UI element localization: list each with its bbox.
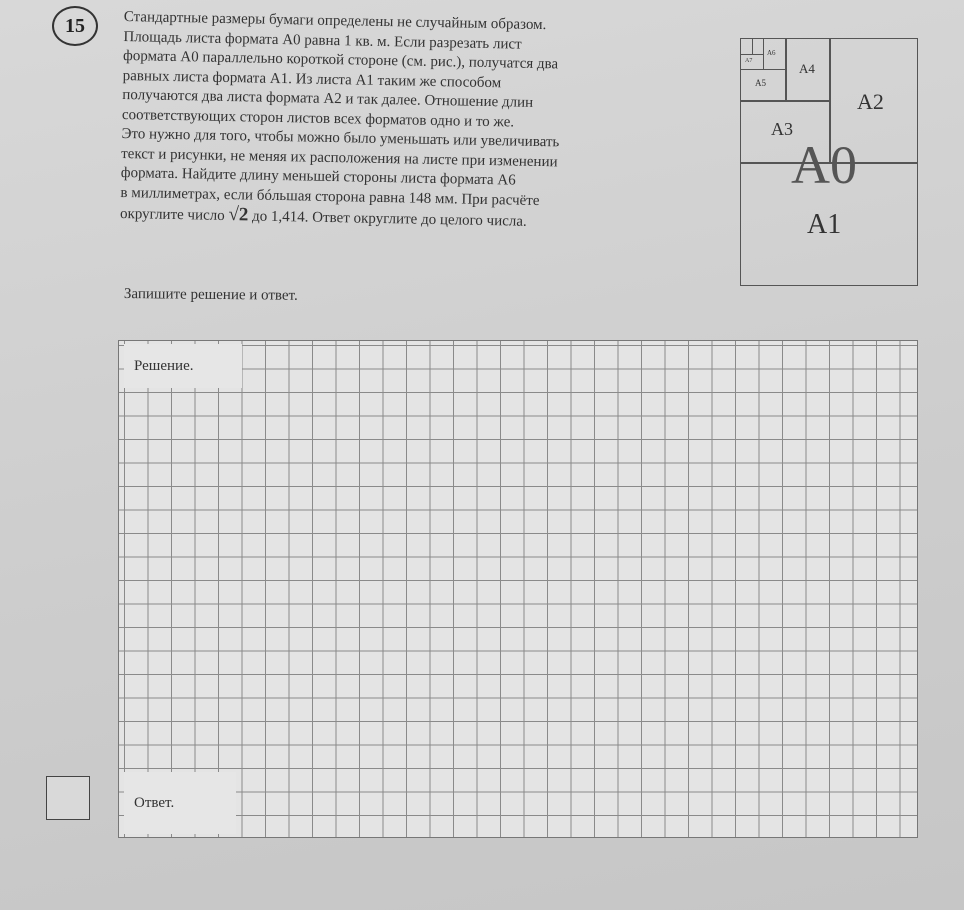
label-a3: А3	[771, 119, 793, 139]
task-text-fragment: округлите число	[119, 205, 225, 224]
sqrt-two: √2	[228, 204, 249, 226]
solution-label: Решение.	[124, 344, 242, 388]
paper-formats-figure	[740, 38, 918, 286]
task-line: Площадь листа формата А0 равна 1 кв. м. Если разрезать лист	[123, 28, 522, 53]
divider-a6	[763, 39, 764, 69]
task-number-badge: 15	[52, 6, 98, 46]
label-a2: А2	[857, 89, 884, 114]
label-a4: А4	[799, 61, 815, 76]
divider-a5	[741, 69, 785, 70]
divider-a4	[785, 39, 787, 100]
label-a7: А7	[745, 58, 753, 64]
task-text	[120, 8, 728, 236]
task-line: формата А0 параллельно короткой стороне (см. рис.), получатся два	[122, 47, 559, 73]
task-line: равных листа формата А1. Из листа А1 таким же способом	[122, 67, 502, 91]
divider-a7	[741, 54, 763, 55]
task-line: формата. Найдите длину меньшей стороны листа формата А6	[120, 164, 516, 189]
instruction-text: Запишите решение и ответ.	[123, 286, 298, 304]
label-a6: А6	[767, 49, 776, 57]
task-line: Стандартные размеры бумаги определены не случайным образом.	[123, 8, 547, 34]
answer-label: Ответ.	[124, 772, 236, 834]
label-a5: А5	[755, 78, 766, 88]
divider-a8	[752, 39, 753, 54]
task-line: текст и рисунки, не меняя их расположения на листе при изменении	[121, 145, 558, 170]
task-line: получаются два листа формата А2 и так далее. Отношение длин	[122, 86, 534, 111]
task-text-fragment: до 1,414. Ответ округлите до целого числа.	[251, 208, 527, 230]
label-a0: А0	[791, 135, 857, 195]
task-line: в миллиметрах, если бóльшая сторона равна 148 мм. При расчёте	[120, 184, 540, 209]
task-line: соответствующих сторон листов всех форматов одно и то же.	[121, 106, 515, 131]
divider-a3	[741, 100, 829, 102]
task-line: Это нужно для того, чтобы можно было уменьшать или увеличивать	[121, 125, 560, 151]
label-a1: А1	[807, 209, 842, 240]
answer-checkbox[interactable]	[46, 776, 90, 820]
solution-grid[interactable]	[118, 340, 918, 838]
